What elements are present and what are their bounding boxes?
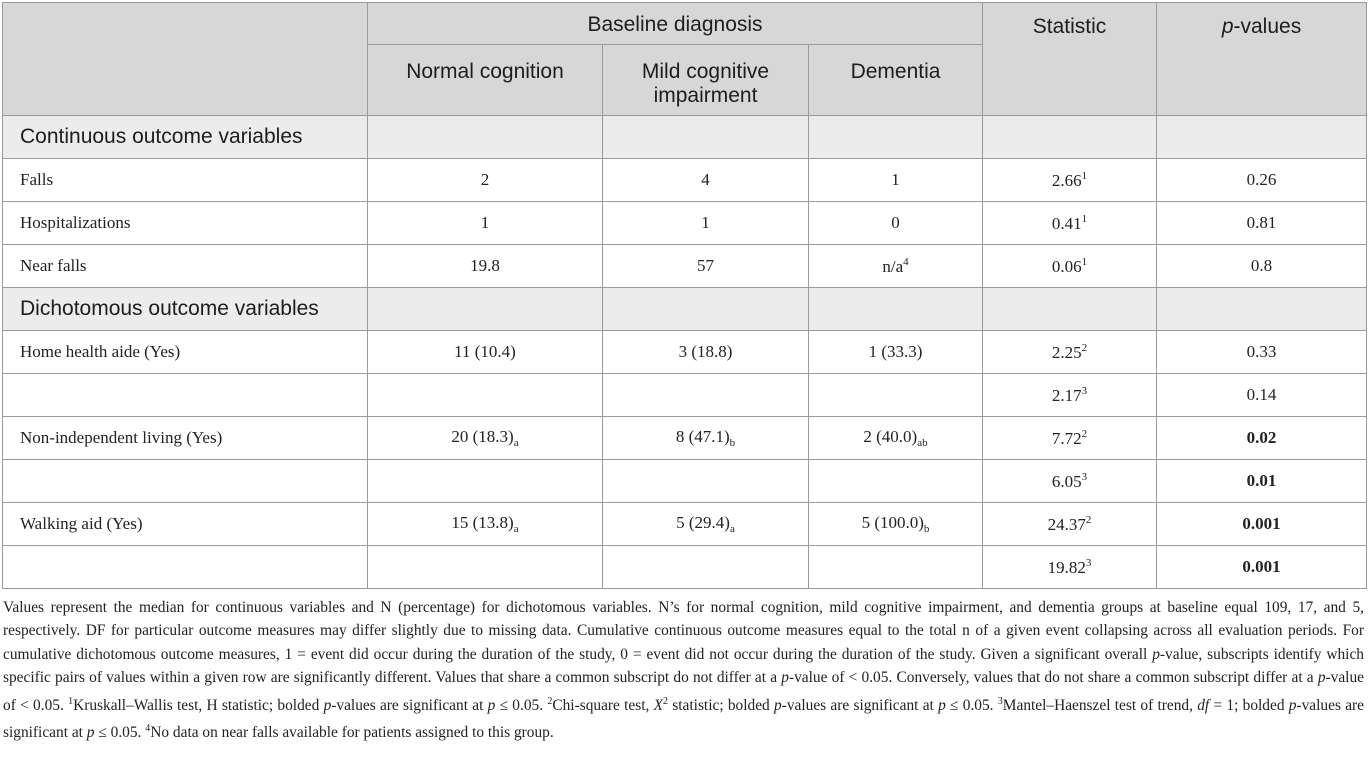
pvalue-suffix: -values <box>1233 15 1302 38</box>
footnote-text: -values are significant at <box>331 696 488 714</box>
statistic-cell-value: 6.05 <box>1051 471 1082 491</box>
row-label <box>3 331 368 374</box>
mci-cell <box>603 159 809 202</box>
row-label-value: Falls <box>20 170 54 189</box>
footnote-text: -values are significant at <box>781 696 939 714</box>
pvalue-cell-value: 0.8 <box>1250 256 1273 275</box>
statistic-cell-superscript: 2 <box>1085 513 1092 526</box>
statistic-cell-superscript: 1 <box>1081 255 1088 268</box>
section-row <box>3 116 1367 159</box>
pvalue-cell <box>1157 503 1367 546</box>
row-label-value: Non-independent living (Yes) <box>20 428 223 447</box>
mci-cell-value: 1 <box>701 213 710 232</box>
mci-cell-subscript: b <box>729 437 736 449</box>
section-empty-cell <box>603 288 809 331</box>
mci-cell-value: 4 <box>701 170 710 189</box>
pvalue-cell-value: 0.02 <box>1246 428 1277 447</box>
footnote-superscript: 4 <box>145 723 151 735</box>
statistic-cell-value: 2.25 <box>1051 342 1082 362</box>
row-label <box>3 417 368 460</box>
table-row <box>3 159 1367 202</box>
footnote-italic: p <box>1288 696 1297 714</box>
results-table-container <box>2 2 1366 589</box>
section-empty-cell <box>809 116 983 159</box>
normal-cognition-cell-value: 19.8 <box>470 256 500 275</box>
normal-cognition-cell-subscript: a <box>513 437 519 449</box>
statistic-cell <box>983 374 1157 417</box>
statistic-header: Statistic <box>983 3 1157 116</box>
mci-cell-value: 8 (47.1) <box>675 427 730 446</box>
footnote-text: -values are significant at <box>3 696 1364 742</box>
dementia-cell <box>809 503 983 546</box>
statistic-cell-superscript: 2 <box>1081 427 1088 440</box>
footnote-superscript: 2 <box>663 695 669 707</box>
statistic-cell-value: 2.66 <box>1051 170 1082 190</box>
baseline-diagnosis-header: Baseline diagnosis <box>368 3 983 45</box>
footnote-italic: X <box>653 696 664 714</box>
normal-cognition-cell <box>368 503 603 546</box>
dementia-cell <box>809 546 983 589</box>
statistic-cell <box>983 503 1157 546</box>
mci-cell <box>603 417 809 460</box>
statistic-cell-superscript: 1 <box>1081 212 1088 225</box>
footnote-text: Chi-square test, <box>552 696 654 714</box>
mci-cell <box>603 460 809 503</box>
section-title: Dichotomous outcome variables <box>3 288 368 331</box>
pvalue-cell <box>1157 374 1367 417</box>
dementia-cell-value: 5 (100.0) <box>861 513 924 532</box>
pvalue-cell <box>1157 159 1367 202</box>
pvalue-cell <box>1157 546 1367 589</box>
row-label-value: Hospitalizations <box>20 213 131 232</box>
footnote-text: ≤ 0.05. <box>945 696 998 714</box>
section-empty-cell <box>1157 288 1367 331</box>
section-empty-cell <box>368 288 603 331</box>
footnote-text: = 1; bolded <box>1209 696 1289 714</box>
normal-cognition-cell-value: 2 <box>480 170 490 189</box>
section-empty-cell <box>368 116 603 159</box>
pvalue-cell-value: 0.33 <box>1246 342 1277 361</box>
dementia-cell-subscript: ab <box>917 437 928 449</box>
normal-cognition-cell-value: 11 (10.4) <box>454 342 516 361</box>
table-row <box>3 417 1367 460</box>
footnote-text: ≤ 0.05. <box>495 696 548 714</box>
table-row <box>3 546 1367 589</box>
table-footnote <box>3 596 1364 744</box>
footnote-italic: p <box>938 696 946 714</box>
pvalue-cell <box>1157 245 1367 288</box>
mci-cell <box>603 546 809 589</box>
pvalues-header <box>1157 3 1367 116</box>
statistic-cell-superscript: 3 <box>1081 470 1088 483</box>
mci-cell <box>603 202 809 245</box>
statistic-cell <box>983 460 1157 503</box>
footnote-italic: p <box>86 724 95 742</box>
mci-cell-value: 5 (29.4) <box>676 513 730 532</box>
dementia-cell-value: 1 <box>891 170 900 189</box>
section-empty-cell <box>983 116 1157 159</box>
statistic-cell-value: 2.17 <box>1051 385 1082 405</box>
footnote-text: ≤ 0.05. <box>94 724 146 742</box>
normal-cognition-cell-value: 20 (18.3) <box>451 427 514 446</box>
row-label-value: Near falls <box>20 256 87 275</box>
footnote-text: No data on near falls available for patients assigned to this group. <box>150 724 554 742</box>
results-table <box>2 2 1367 589</box>
dementia-cell-value: 0 <box>891 213 900 232</box>
footnote-text: -value of < 0.05. Conversely, values that do not share a common subscript differ at a <box>788 669 1318 687</box>
footnote-superscript: 3 <box>997 695 1003 707</box>
section-row <box>3 288 1367 331</box>
dementia-cell-value: 1 (33.3) <box>868 342 923 361</box>
row-label <box>3 546 368 589</box>
normal-cognition-cell <box>368 374 603 417</box>
dementia-cell <box>809 331 983 374</box>
footnote-italic: p <box>487 696 496 714</box>
pvalue-cell-value: 0.26 <box>1246 170 1277 189</box>
mild-cognitive-impairment-header: Mild cognitive impairment <box>603 45 809 116</box>
table-row <box>3 374 1367 417</box>
pvalue-cell <box>1157 417 1367 460</box>
dementia-cell <box>809 374 983 417</box>
section-empty-cell <box>1157 116 1367 159</box>
statistic-cell <box>983 245 1157 288</box>
dementia-cell-superscript: 4 <box>903 255 909 268</box>
table-row <box>3 245 1367 288</box>
statistic-cell-value: 7.72 <box>1051 428 1082 448</box>
dementia-cell-subscript: b <box>923 523 930 535</box>
table-row <box>3 202 1367 245</box>
mci-cell <box>603 245 809 288</box>
statistic-cell <box>983 159 1157 202</box>
statistic-cell-value: 0.06 <box>1051 256 1082 276</box>
table-body <box>3 116 1367 589</box>
row-label <box>3 202 368 245</box>
pvalue-cell <box>1157 331 1367 374</box>
pvalue-p-italic: p <box>1221 15 1234 38</box>
section-empty-cell <box>603 116 809 159</box>
pvalue-cell-value: 0.001 <box>1242 514 1281 533</box>
pvalue-cell <box>1157 202 1367 245</box>
mci-cell-subscript: a <box>729 523 735 535</box>
normal-cognition-cell <box>368 331 603 374</box>
table-row <box>3 460 1367 503</box>
row-label-value: Walking aid (Yes) <box>20 514 143 533</box>
statistic-cell-value: 19.82 <box>1047 557 1086 577</box>
mci-cell <box>603 331 809 374</box>
normal-cognition-cell <box>368 202 603 245</box>
dementia-cell <box>809 460 983 503</box>
footnote-text: -value of < 0.05. <box>3 669 1364 714</box>
footnote-italic: df <box>1197 696 1210 714</box>
footnote-text: Kruskall–Wallis test, H statistic; bolded <box>73 696 324 714</box>
dementia-cell <box>809 417 983 460</box>
statistic-cell-superscript: 3 <box>1081 384 1088 397</box>
statistic-cell-superscript: 1 <box>1081 169 1088 182</box>
mci-cell <box>603 503 809 546</box>
normal-cognition-cell <box>368 245 603 288</box>
footnote-italic: p <box>1317 669 1326 687</box>
statistic-cell <box>983 417 1157 460</box>
table-row <box>3 503 1367 546</box>
table-header <box>3 3 1367 116</box>
dementia-cell <box>809 202 983 245</box>
normal-cognition-cell <box>368 460 603 503</box>
section-empty-cell <box>809 288 983 331</box>
footnote-text: -value, subscripts identify which specific pairs of values within a given row are significantly different. Values that share a common subscript do not differ at a <box>3 645 1364 687</box>
pvalue-cell <box>1157 460 1367 503</box>
mci-cell <box>603 374 809 417</box>
footnote-text: Values represent the median for continuous variables and N (percentage) for dichotomous variables. N’s for normal cognition, mild cognitive impairment, and dementia groups at baseline equal 109, 17, and 5, respectively. DF for particular outcome measures may differ slightly due to missing data. Cumulative continuous outcome measures equal to the total n of a given event collapsing across all evaluation periods. For cumulative dichotomous outcome measures, 1 = event did occur during the duration of the study, 0 = event did not occur during the duration of the study. Given a significant overall <box>3 599 1364 663</box>
normal-cognition-cell <box>368 417 603 460</box>
header-empty-cell <box>3 3 368 116</box>
footnote-superscript: 2 <box>547 695 553 707</box>
normal-cognition-cell-value: 1 <box>480 213 490 232</box>
footnote-italic: p <box>781 669 789 687</box>
row-label <box>3 374 368 417</box>
row-label <box>3 245 368 288</box>
row-label <box>3 159 368 202</box>
row-label <box>3 503 368 546</box>
statistic-cell-superscript: 3 <box>1085 556 1092 569</box>
dementia-cell-value: 2 (40.0) <box>863 427 918 446</box>
footnote-italic: p <box>774 696 782 714</box>
row-label <box>3 460 368 503</box>
footnote-text: statistic; bolded <box>668 696 775 714</box>
section-empty-cell <box>983 288 1157 331</box>
statistic-cell <box>983 202 1157 245</box>
normal-cognition-cell-subscript: a <box>513 523 519 535</box>
pvalue-cell-value: 0.01 <box>1246 471 1277 490</box>
statistic-cell-value: 24.37 <box>1047 514 1086 534</box>
pvalue-cell-value: 0.14 <box>1246 385 1277 404</box>
footnote-italic: p <box>1152 645 1160 663</box>
pvalue-cell-value: 0.81 <box>1246 213 1277 232</box>
pvalue-cell-value: 0.001 <box>1242 557 1281 576</box>
footnote-text: Mantel–Haenszel test of trend, <box>1002 696 1198 714</box>
footnote-superscript: 1 <box>68 695 74 707</box>
statistic-cell-superscript: 2 <box>1081 341 1088 354</box>
dementia-cell <box>809 245 983 288</box>
statistic-cell <box>983 331 1157 374</box>
normal-cognition-cell <box>368 546 603 589</box>
row-label-value: Home health aide (Yes) <box>20 342 181 361</box>
section-title: Continuous outcome variables <box>3 116 368 159</box>
table-row <box>3 331 1367 374</box>
statistic-cell <box>983 546 1157 589</box>
normal-cognition-cell <box>368 159 603 202</box>
normal-cognition-header: Normal cognition <box>368 45 603 116</box>
footnote-italic: p <box>323 696 332 714</box>
statistic-cell-value: 0.41 <box>1051 213 1082 233</box>
dementia-header: Dementia <box>809 45 983 116</box>
mci-cell-value: 3 (18.8) <box>678 342 733 361</box>
dementia-cell <box>809 159 983 202</box>
normal-cognition-cell-value: 15 (13.8) <box>451 513 514 532</box>
mci-cell-value: 57 <box>697 256 714 275</box>
dementia-cell-value: n/a <box>882 256 904 276</box>
